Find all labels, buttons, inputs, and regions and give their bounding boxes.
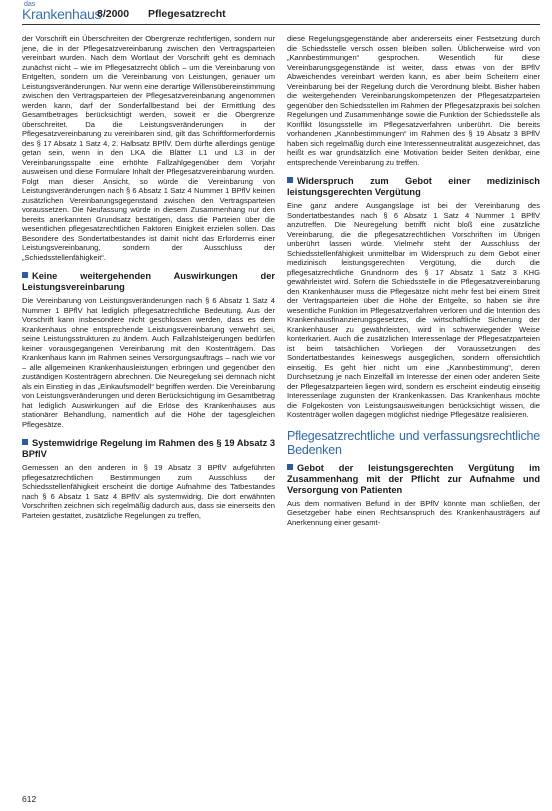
page-header bbox=[0, 0, 552, 24]
square-bullet-icon bbox=[287, 177, 293, 183]
subheading-text: Systemwidrige Regelung im Rahmen des § 19 Absatz 3 BPflV bbox=[22, 438, 275, 459]
body-paragraph: Die Vereinbarung von Leistungsveränderungen nach § 6 Absatz 1 Satz 4 Nummer 1 BPflV hat lediglich pflegesatzrechtliche Bedeutung. Aus der Vorschrift kann insbesondere nicht geschlossen werden, dass es dem Krankenhaus ohne entsprechende Leistungsvereinbarung verwehrt sei, seine Leistungsstrukturen zu ändern. Auch Fallzahlsteigerungen bedürfen keiner vorausgegangenen Vereinbarung mit den Kostenträgern. Das Krankenhaus kann im Rahmen seines Versorgungsauftrags – nach wie vor – alle allgemeinen Krankenhausleistungen erbringen und gegenüber den zuständigen Kostenträgern abrechnen. Die Neuregelung sei demnach nicht als ein Einstieg in das „Einkaufsmodell“ begriffen werden. Die Vereinbarung von Leistungsveränderungen und deren Berücksichtigung im Gesamtbetrag hat lediglich Auswirkungen auf die Erlöse des Krankenhauses aus stationärer Behandlung, namentlich auf die Höhe der tagesgleichen Pflegesätze. bbox=[22, 296, 275, 429]
section-title: Pflegesatzrecht bbox=[148, 8, 226, 20]
page-number: 612 bbox=[22, 794, 37, 804]
journal-logo-prefix: das bbox=[24, 1, 36, 8]
subheading-text: Widerspruch zum Gebot einer medizinisch leistungsgerechten Vergütung bbox=[287, 176, 540, 197]
section-heading: Pflegesatzrechtliche und verfassungsrechtliche Bedenken bbox=[287, 428, 540, 457]
journal-logo: Krankenhaus bbox=[22, 6, 102, 22]
left-column bbox=[22, 34, 275, 529]
header-rule bbox=[22, 24, 540, 25]
subheading-text: Keine weitergehenden Auswirkungen der Leistungsvereinbarung bbox=[22, 271, 275, 292]
subheading bbox=[22, 438, 275, 460]
body-paragraph: diese Regelungsgegenstände aber andererseits einer Festsetzung durch die Schiedsstelle versch ossen bleiben sollen. Üblicherweise wird von „Kannbestimmungen“ gesprochen. Wesentlich für diese Vereinbarungsgegenstände ist weiter, dass etwas von der BPflV Abweichendes vereinbart werden kann, es aber beim Scheitern einer Vereinbarung bei der Regelung durch die Verordnung bleibt. Bisher haben die weitergehenden Vereinbarungskompetenzen der Pflegesatzparteien gegenüber den Schiedsstellen im Rahmen der Pflegesatzpraxis bei solchen Regelungen und Zusammenhänge sowie die Funktion der Schiedsstelle als Konflikt lösungsstelle im Pflegesatzverfahren unberührt. Die bereits vorhandenen „Kannbestimmungen“ im Rahmen des § 19 Absatz 3 BPflV haben sich regelmäßig durch eine Interessenneutralität ausgezeichnet, das heißt es war grundsätzlich eine Motivation beider Seiten denkbar, eine entsprechende Vereinbarung zu treffen. bbox=[287, 34, 540, 167]
body-paragraph: der Vorschrift ein Überschreiten der Obergrenze rechtfertigen, sondern nur jene, die in der Pflegesatzvereinbarung zwischen den Vertragsparteien vereinbart wurden. Nach dem Wortlaut der Vorschrift geht es demnach zunächst nicht – wie im Pflegesatzrecht üblich – um die Vereinbarung von Entgelten, sondern um die Vereinbarung von Leistungen, genauer um Leistungsveränderungen. Nur wenn eine derartige Willensübereinstimmung zwischen den Vertragsparteien der Pflegesatzvereinbarung angenommen werden kann, darf der Sonderfallbestand bei der Ermittlung des Gesamtbetrages berücksichtigt werden, soweit er die Obergrenze überschreitet. Da die Leistungsveränderungen in der Pflegesatzvereinbarung zu vereinbaren sind, gilt das Schriftformerfordernis des § 17 Absatz 1 Satz 4, 2. Halbsatz BPflV. Dem dürfte allerdings genüge getan sein, wenn in den LKA die Blätter L1 und L3 in der Vereinbarungsspalte eine erhöhte Fallzahlgegenüber dem Vorjahr ausweisen und diese Formulare Inhalt der Pflegesatzvereinbarung wurden. Folgt man dieser Ansicht, so würde die Vereinbarung von Leistungsveränderungen nach § 6 Absatz 1 Satz 4 Nummer 1 BPflV keinen zusätzlichen Vereinbarungsgegenstand zwischen den Vertragsparteien voraussetzen. Die Neufassung würde in diesem Zusammenhang nur den bereits anerkannten Grundsatz bestätigen, dass die Parteien über die wesentlichen pflegesatzrechtlichen Faktoren Einigkeit erzielen sollen. Das Besondere des Sondertatbestandes ist damit nicht das Erfordernis einer Leistungsvereinbarung, sondern der Ausschluss der „Schiedsstellenfähigkeit“. bbox=[22, 34, 275, 262]
subheading-text: Gebot der leistungsgerechten Vergütung im Zusammenhang mit der Pflicht zur Aufnahme und Versorgung von Patienten bbox=[287, 462, 540, 495]
subheading bbox=[287, 463, 540, 496]
subheading bbox=[287, 176, 540, 198]
body-paragraph: Eine ganz andere Ausgangslage ist bei der Vereinbarung des Sondertatbestandes nach § 6 Absatz 1 Satz 4 Nummer 1 BPflV anzutreffen. Die Neuregelung betrifft nicht bloß eine zusätzliche Vereinbarung, die die pflegesatzrechtlichen Vorschriften im Übrigen unberührt lassen würde. Vielmehr steht der Ausschluss der Schiedsstellenfähigkeit unmittelbar im Widerspruch zu dem Gebot einer medizinisch leistungsgerechten Vergütung, die durch die pflegesatzrechtliche Grundnorm des § 17 Absatz 1 Satz 3 KHG gewährleistet wird. Sofern die Schiedsstelle in die Pflegesatzvereinbarung den Krankenhäuser muss die Pflegesätze nicht mehr fest bei einem Streit der Vertragsparteien über die Höhe der Entgelte, so haben sie ihre wesentliche Funktion im Pflegesatzverfahren verloren und die Intention des Krankenhausfinanzierungsgesetzes, die wirtschaftliche Sicherung der Krankenhäuser zu gewährleisten, wird in schwerwiegender Weise konterkariert. Auch die zusätzlichen Interessenlage der Pflegesatzparteien ist beim tatsächlichen Vorliegen der Voraussetzungen des Sondertatbestandes keineswegs ausgeglichen, sondern offensichtlich einseitig. Es geht hier nicht um eine „Kannbestimmung“, deren Durchsetzung je nach Einzelfall im Interesse der einen oder anderen Seite der Pflegesatzparteien liegen wird, sondern es erscheint eindeutig einseitig Interessenlage zugunsten der Krankenkassen. Das Krankenhaus möchte die Folgekosten von Leistungsausweitungen berücksichtigt wissen, die Kostenträger wollen dagegen möglichst niedrige Pflegesätze realisieren. bbox=[287, 201, 540, 419]
right-column bbox=[287, 34, 540, 536]
body-paragraph: Aus dem normativen Befund in der BPflV könnte man schließen, der Gesetzgeber habe einen Rechtsanspruch des Krankenhausträgers auf Anerkennung einer gesamt- bbox=[287, 498, 540, 527]
issue-number: 8/2000 bbox=[97, 8, 130, 20]
subheading bbox=[22, 271, 275, 293]
body-paragraph: Gemessen an den anderen in § 19 Absatz 3 BPflV aufgeführten pflegesatzrechtlichen Bestimmungen zum Ausschluss der Schiedsstellenfähigkeit erscheint die dortige Aufnahme des Tatbestandes nach § 6 Absatz 1 Satz 4 BPflV als systemwidrig. Die dort erwähnten Vorschriften zeichnen sich regelmäßig dadurch aus, dass sie einerseits den Parteien gestattet, zusätzliche Regelungen zu treffen, bbox=[22, 463, 275, 520]
square-bullet-icon bbox=[287, 464, 293, 470]
square-bullet-icon bbox=[22, 439, 28, 445]
square-bullet-icon bbox=[22, 272, 28, 278]
